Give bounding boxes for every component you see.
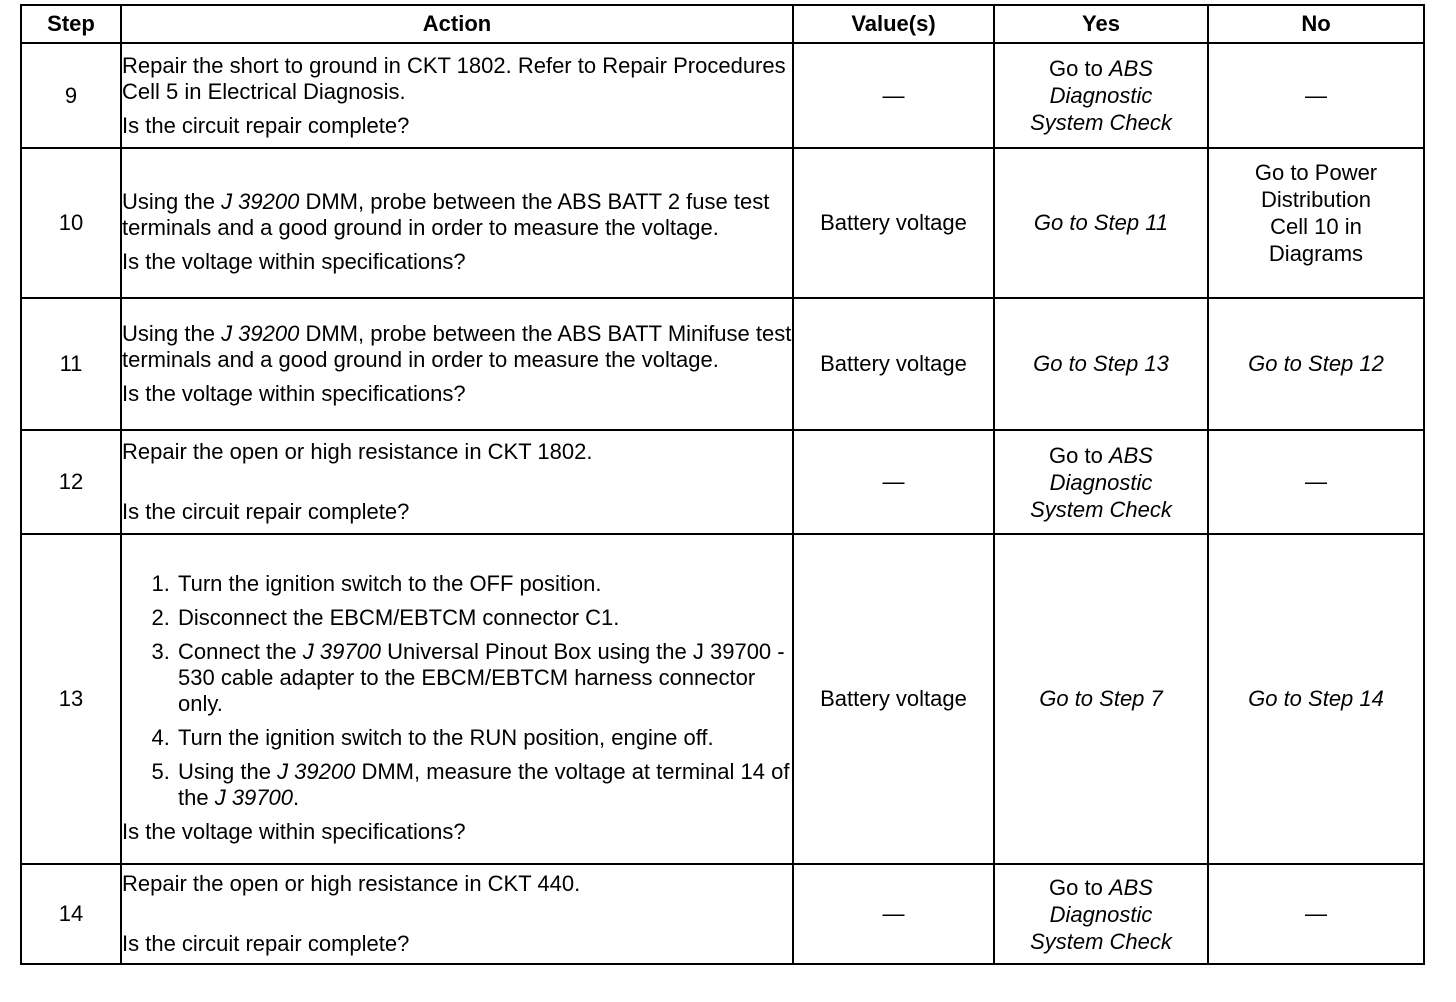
no-cell: — [1208,430,1424,534]
no-cell [1208,148,1424,298]
action-text: Repair the open or high resistance in CKT 440. [122,871,581,896]
action-cell [121,298,793,430]
procedure-text-part: . [293,785,300,810]
table-row [21,148,1424,298]
table-row [21,43,1424,148]
step-number: 10 [21,148,121,298]
action-text-part: DMM, probe between the ABS BATT Minifuse test terminals and a good ground in order to measure the voltage. [122,321,792,372]
action-question: Is the circuit repair complete? [122,112,410,138]
procedure-step: 2. Disconnect the EBCM/EBTCM connector C1. [176,605,792,631]
step-number: 13 [21,534,121,864]
yes-link-abs: ABS [1108,442,1153,468]
diagnostic-table [20,4,1425,965]
tool-reference: J 39200 [221,321,300,346]
action-question: Is the voltage within specifications? [122,381,466,406]
procedure-text-part: Universal Pinout Box using the J 39700 - 530 cable adapter to the EBCM/EBTCM harness connector only. [178,639,785,716]
action-question: Is the voltage within specifications? [122,249,466,274]
step-number: 9 [21,43,121,148]
tool-reference: J 39700 [302,639,382,664]
action-cell [121,534,793,864]
procedure-step: 4. Turn the ignition switch to the RUN position, engine off. [176,725,792,751]
yes-cell [994,430,1208,534]
value-cell: — [793,43,994,148]
yes-link-diagnostic: Diagnostic [1049,83,1153,108]
header-yes: Yes [994,5,1208,43]
procedure-text-part: Connect the [178,639,303,664]
yes-prefix: Go to [1049,442,1109,468]
yes-link-system-check: System Check [1030,496,1172,522]
value-cell: Battery voltage [793,298,994,430]
table-row [21,864,1424,964]
action-cell [121,148,793,298]
action-question: Is the voltage within specifications? [122,819,466,844]
value-cell: — [793,430,994,534]
no-line: Cell 10 in [1270,214,1362,239]
yes-prefix: Go to [1049,56,1109,81]
no-line: Distribution [1260,187,1372,212]
header-no: No [1208,5,1424,43]
procedure-step [176,639,792,717]
no-cell: — [1208,43,1424,148]
action-text: Repair the short to ground in CKT 1802. Refer to Repair Procedures Cell 5 in Electrical Diagnosis. [122,52,786,104]
action-cell [121,864,793,964]
procedure-list [122,571,792,811]
no-cell: Go to Step 14 [1208,534,1424,864]
yes-link-diagnostic: Diagnostic [1049,901,1153,927]
tool-reference: J 39200 [221,189,300,214]
action-cell [121,43,793,148]
yes-cell: Go to Step 13 [994,298,1208,430]
header-action: Action [121,5,793,43]
procedure-text-part: DMM, measure the voltage at terminal 14 of the [178,759,790,810]
action-question: Is the circuit repair complete? [122,499,410,524]
yes-link-abs: ABS [1108,56,1153,81]
yes-cell: Go to Step 7 [994,534,1208,864]
no-line: Diagrams [1268,241,1364,266]
step-number: 11 [21,298,121,430]
tool-reference: J 39200 [277,759,356,784]
no-line: Go to Power [1254,160,1378,185]
value-cell: — [793,864,994,964]
header-row [21,5,1424,43]
procedure-step [176,759,792,811]
no-cell: — [1208,864,1424,964]
step-number: 14 [21,864,121,964]
yes-prefix: Go to [1049,874,1109,900]
yes-cell [994,43,1208,148]
yes-cell [994,864,1208,964]
action-text [122,321,792,373]
table-row [21,298,1424,430]
action-cell [121,430,793,534]
action-text [122,189,792,241]
action-text-part: Using the [122,189,222,214]
procedure-text-part: Using the [178,759,278,784]
action-question: Is the circuit repair complete? [122,931,410,956]
value-cell: Battery voltage [793,148,994,298]
yes-link-abs: ABS [1108,874,1153,900]
procedure-step: 1. Turn the ignition switch to the OFF position. [176,571,792,597]
yes-cell: Go to Step 11 [994,148,1208,298]
action-text: Repair the open or high resistance in CKT 1802. [122,439,593,464]
yes-link-system-check: System Check [1030,110,1172,135]
yes-link-system-check: System Check [1030,928,1172,954]
table-row [21,534,1424,864]
tool-reference: J 39700 [214,785,293,810]
header-step: Step [21,5,121,43]
action-text-part: Using the [122,321,222,346]
action-text-part: DMM, probe between the ABS BATT 2 fuse test terminals and a good ground in order to measure the voltage. [122,189,770,240]
step-number: 12 [21,430,121,534]
no-cell: Go to Step 12 [1208,298,1424,430]
header-values: Value(s) [793,5,994,43]
value-cell: Battery voltage [793,534,994,864]
yes-link-diagnostic: Diagnostic [1049,469,1153,495]
table-row [21,430,1424,534]
